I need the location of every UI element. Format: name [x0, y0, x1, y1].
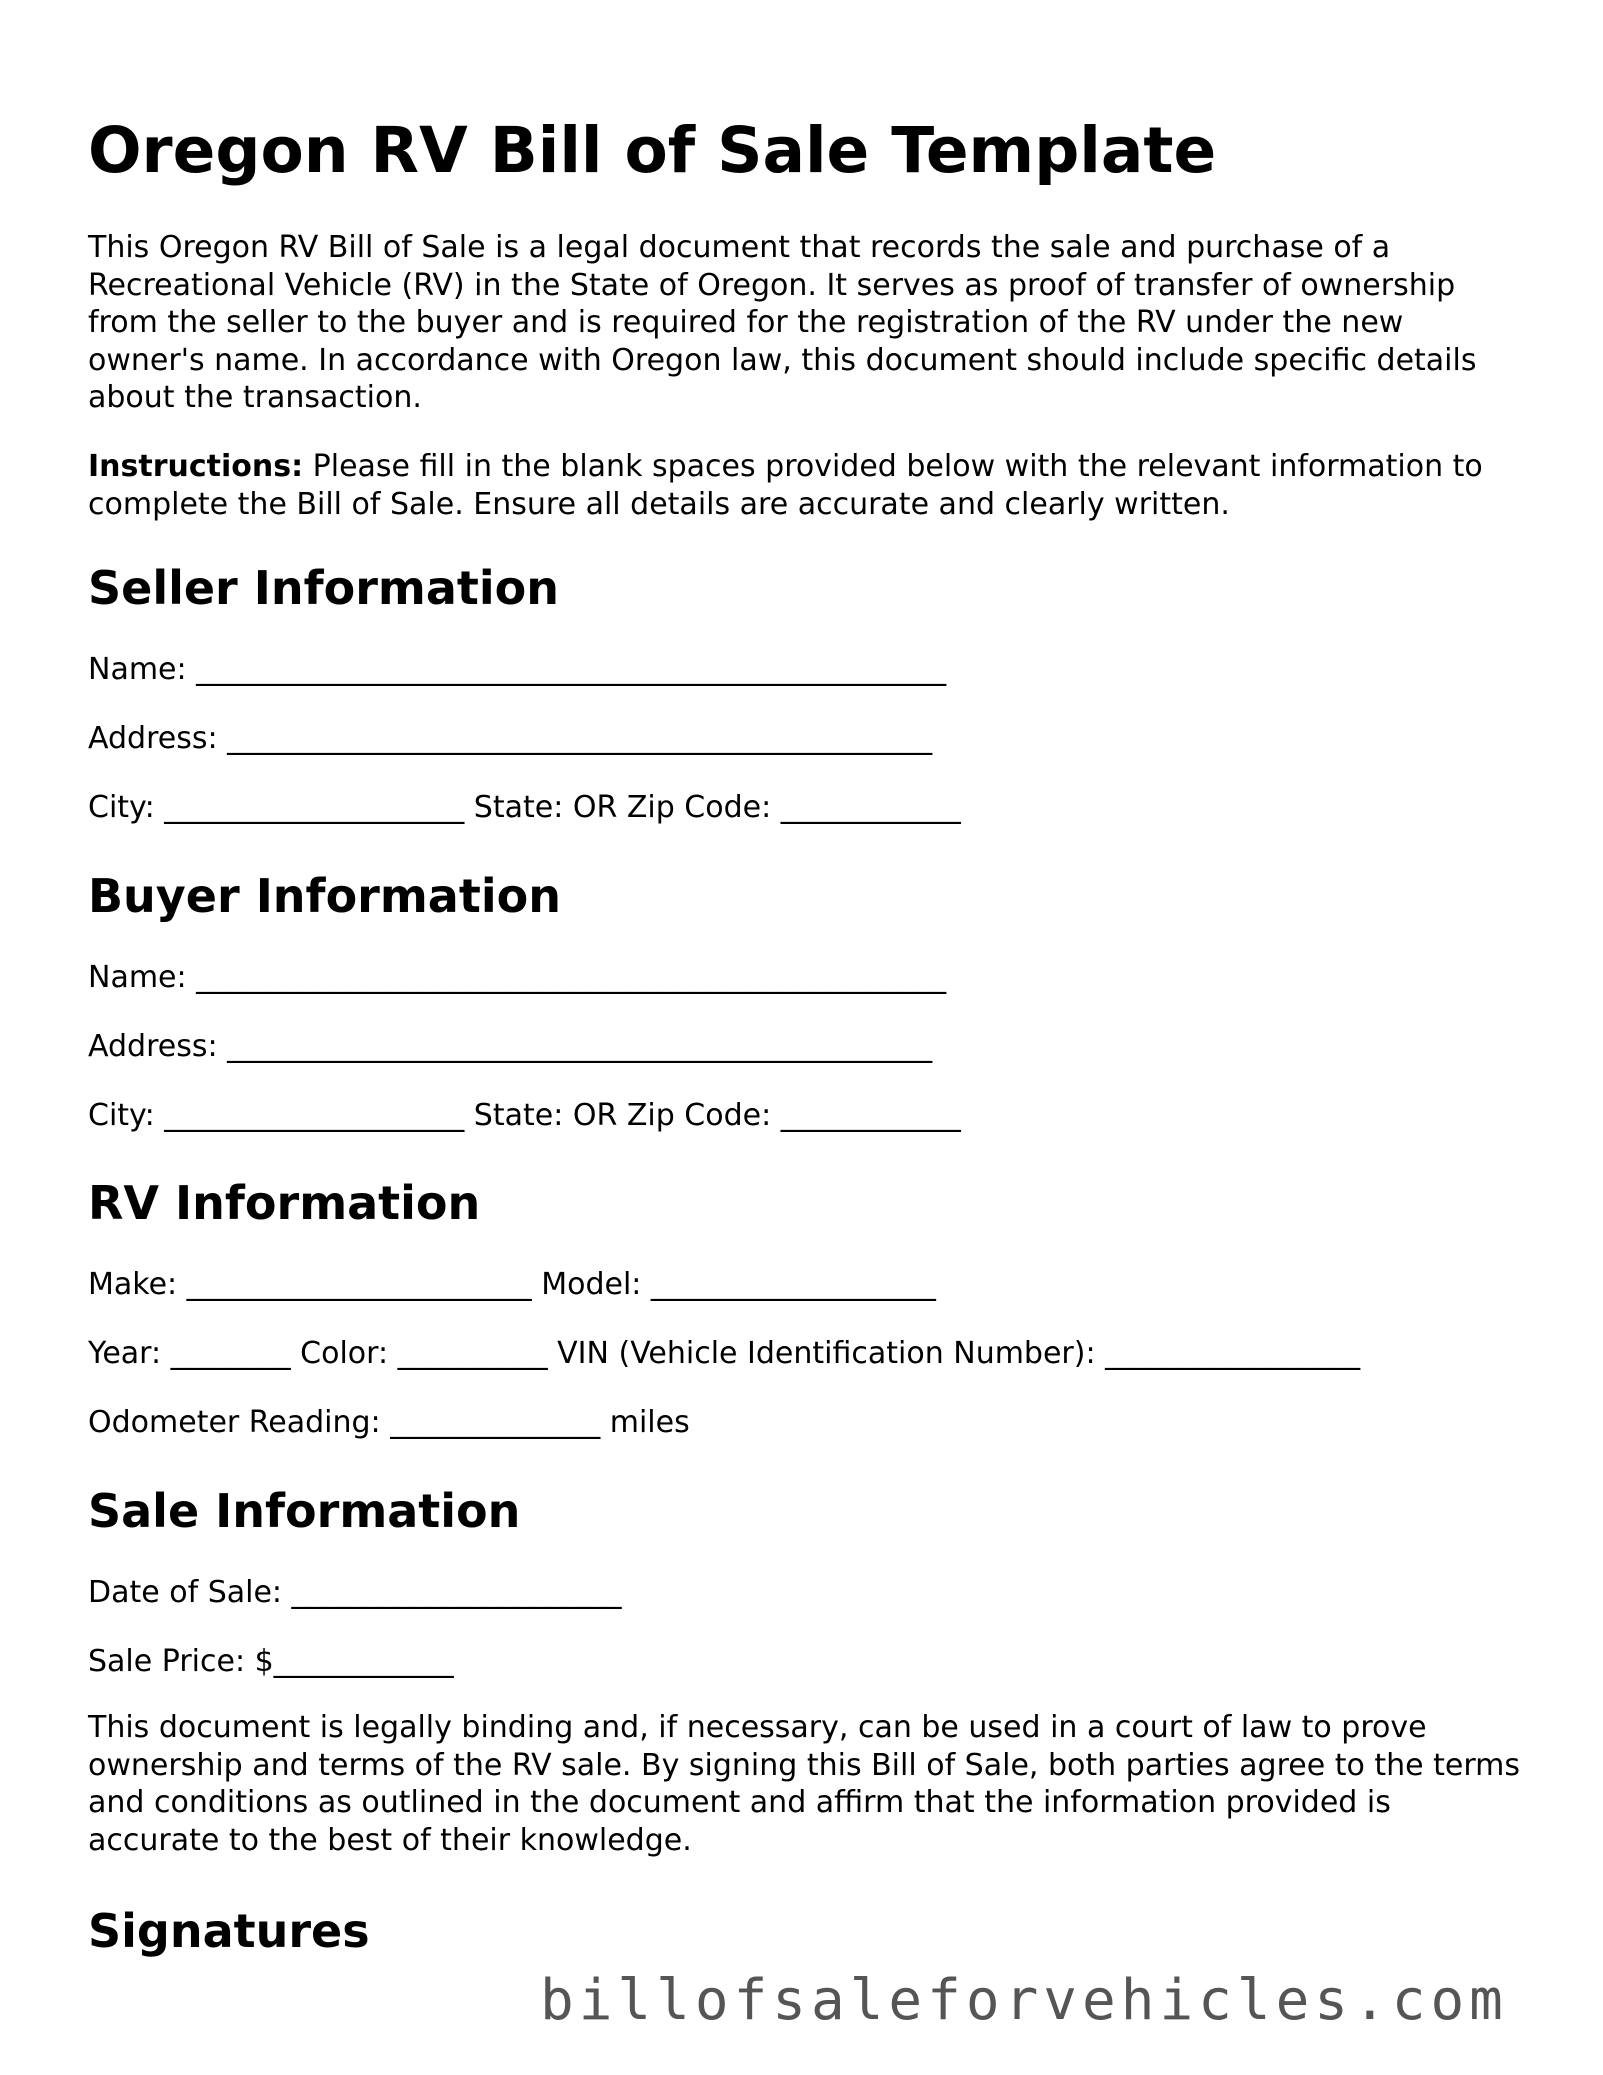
buyer-heading: Buyer Information [88, 869, 561, 923]
rv-heading: RV Information [88, 1176, 481, 1230]
seller-name-field[interactable]: Name: __________________________________________________ [88, 652, 947, 687]
seller-address-field[interactable]: Address: _______________________________________________ [88, 721, 933, 756]
buyer-address-field[interactable]: Address: _______________________________________________ [88, 1029, 933, 1064]
site-watermark: billofsaleforvehicles.com [540, 1968, 1508, 2033]
sale-price-field[interactable]: Sale Price: $____________ [88, 1644, 454, 1679]
buyer-name-field[interactable]: Name: __________________________________________________ [88, 960, 947, 995]
seller-city-state-zip-field[interactable]: City: ____________________ State: OR Zip Code: ____________ [88, 790, 961, 825]
instructions-label: Instructions: [88, 449, 304, 484]
signatures-heading: Signatures [88, 1904, 370, 1958]
rv-make-model-field[interactable]: Make: _______________________ Model: ___________________ [88, 1267, 936, 1302]
instructions-text: Please fill in the blank spaces provided below with the relevant information to complete the Bill of Sale. Ensure all details are accurate and clearly written. [88, 449, 1483, 522]
instructions-paragraph [88, 448, 1528, 523]
buyer-city-state-zip-field[interactable]: City: ____________________ State: OR Zip Code: ____________ [88, 1098, 961, 1133]
rv-odometer-field[interactable]: Odometer Reading: ______________ miles [88, 1405, 690, 1440]
intro-paragraph: This Oregon RV Bill of Sale is a legal document that records the sale and purchase of a Recreational Vehicle (RV) in the State of Oregon. It serves as proof of transfer of ownership from the seller to the buyer and is required for the registration of the RV under the new owner's name. In accordance with Oregon law, this document should include specific details about the transaction. [88, 230, 1477, 415]
sale-date-field[interactable]: Date of Sale: ______________________ [88, 1575, 622, 1610]
seller-heading: Seller Information [88, 561, 560, 615]
document-title: Oregon RV Bill of Sale Template [88, 114, 1217, 187]
legal-paragraph: This document is legally binding and, if necessary, can be used in a court of law to prove ownership and terms of the RV sale. By signing this Bill of Sale, both parties agree to the terms and conditions as outlined in the document and affirm that the information provided is accurate to the best of their knowledge. [88, 1710, 1521, 1858]
rv-year-color-vin-field[interactable]: Year: ________ Color: __________ VIN (Vehicle Identification Number): _________________ [88, 1336, 1361, 1371]
sale-heading: Sale Information [88, 1484, 521, 1538]
